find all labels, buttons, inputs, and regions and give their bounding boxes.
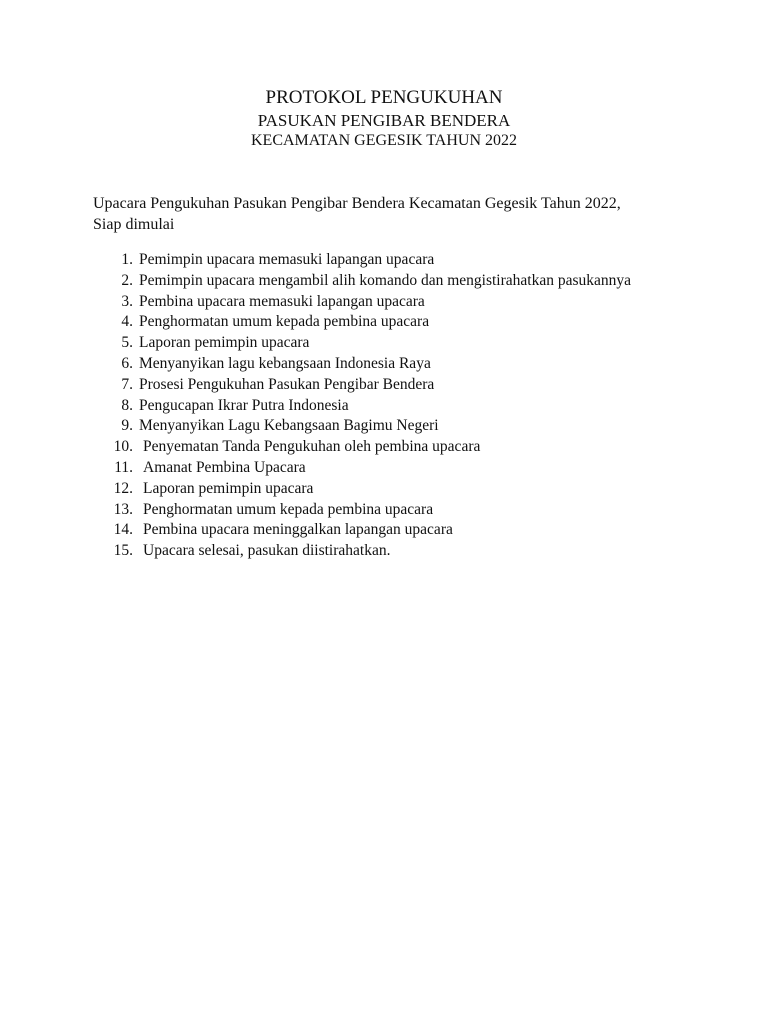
step-number: 12. <box>113 479 133 497</box>
document-title: PROTOKOL PENGUKUHAN <box>265 87 503 108</box>
step-text: Menyanyikan Lagu Kebangsaan Bagimu Negeri <box>139 417 439 435</box>
list-item <box>93 354 733 375</box>
step-number: 10. <box>113 438 133 456</box>
list-item <box>93 437 733 458</box>
step-text: Penghormatan umum kepada pembina upacara <box>139 313 430 331</box>
protocol-steps-list <box>93 250 733 562</box>
step-text: Laporan pemimpin upacara <box>139 334 310 352</box>
step-text: Laporan pemimpin upacara <box>143 479 314 497</box>
step-text: Pembina upacara meninggalkan lapangan upacara <box>143 521 453 539</box>
intro-line: Siap dimulai <box>93 215 175 233</box>
step-number: 4. <box>121 313 133 331</box>
step-number: 7. <box>121 375 133 393</box>
step-number: 1. <box>121 251 133 268</box>
step-number: 2. <box>121 271 133 289</box>
list-item <box>93 500 733 521</box>
list-item <box>93 292 733 313</box>
step-text: Pengucapan Ikrar Putra Indonesia <box>139 396 349 414</box>
step-number: 9. <box>121 417 133 435</box>
step-number: 11. <box>114 458 133 476</box>
step-text: Prosesi Pengukuhan Pasukan Pengibar Bendera <box>139 375 435 393</box>
document-subtitle: PASUKAN PENGIBAR BENDERA <box>257 111 511 130</box>
list-item <box>93 312 733 333</box>
list-item <box>93 416 733 437</box>
step-number: 6. <box>121 354 133 372</box>
step-number: 8. <box>121 396 133 414</box>
list-item <box>93 396 733 417</box>
intro-line: Upacara Pengukuhan Pasukan Pengibar Bendera Kecamatan Gegesik Tahun 2022, <box>93 195 621 212</box>
list-item <box>93 333 733 354</box>
list-item <box>93 520 733 541</box>
intro-paragraph <box>93 194 693 235</box>
step-text: Penghormatan umum kepada pembina upacara <box>143 500 434 518</box>
step-text: Pemimpin upacara mengambil alih komando dan mengistirahatkan pasukannya <box>139 271 631 289</box>
list-item <box>93 375 733 396</box>
step-number: 14. <box>113 521 133 539</box>
step-number: 13. <box>113 500 133 518</box>
list-item <box>93 458 733 479</box>
list-item <box>93 479 733 500</box>
step-text: Amanat Pembina Upacara <box>143 458 306 476</box>
list-item <box>93 271 733 292</box>
step-text: Pemimpin upacara memasuki lapangan upacara <box>139 251 435 268</box>
step-text: Upacara selesai, pasukan diistirahatkan. <box>143 542 391 560</box>
document-subtitle-year: KECAMATAN GEGESIK TAHUN 2022 <box>250 132 518 149</box>
step-text: Menyanyikan lagu kebangsaan Indonesia Raya <box>139 354 431 372</box>
step-number: 5. <box>121 334 133 352</box>
step-number: 3. <box>121 292 133 310</box>
step-number: 15. <box>113 542 133 560</box>
list-item <box>93 250 733 271</box>
step-text: Penyematan Tanda Pengukuhan oleh pembina upacara <box>143 438 481 456</box>
step-text: Pembina upacara memasuki lapangan upacara <box>139 292 425 310</box>
list-item <box>93 541 733 562</box>
